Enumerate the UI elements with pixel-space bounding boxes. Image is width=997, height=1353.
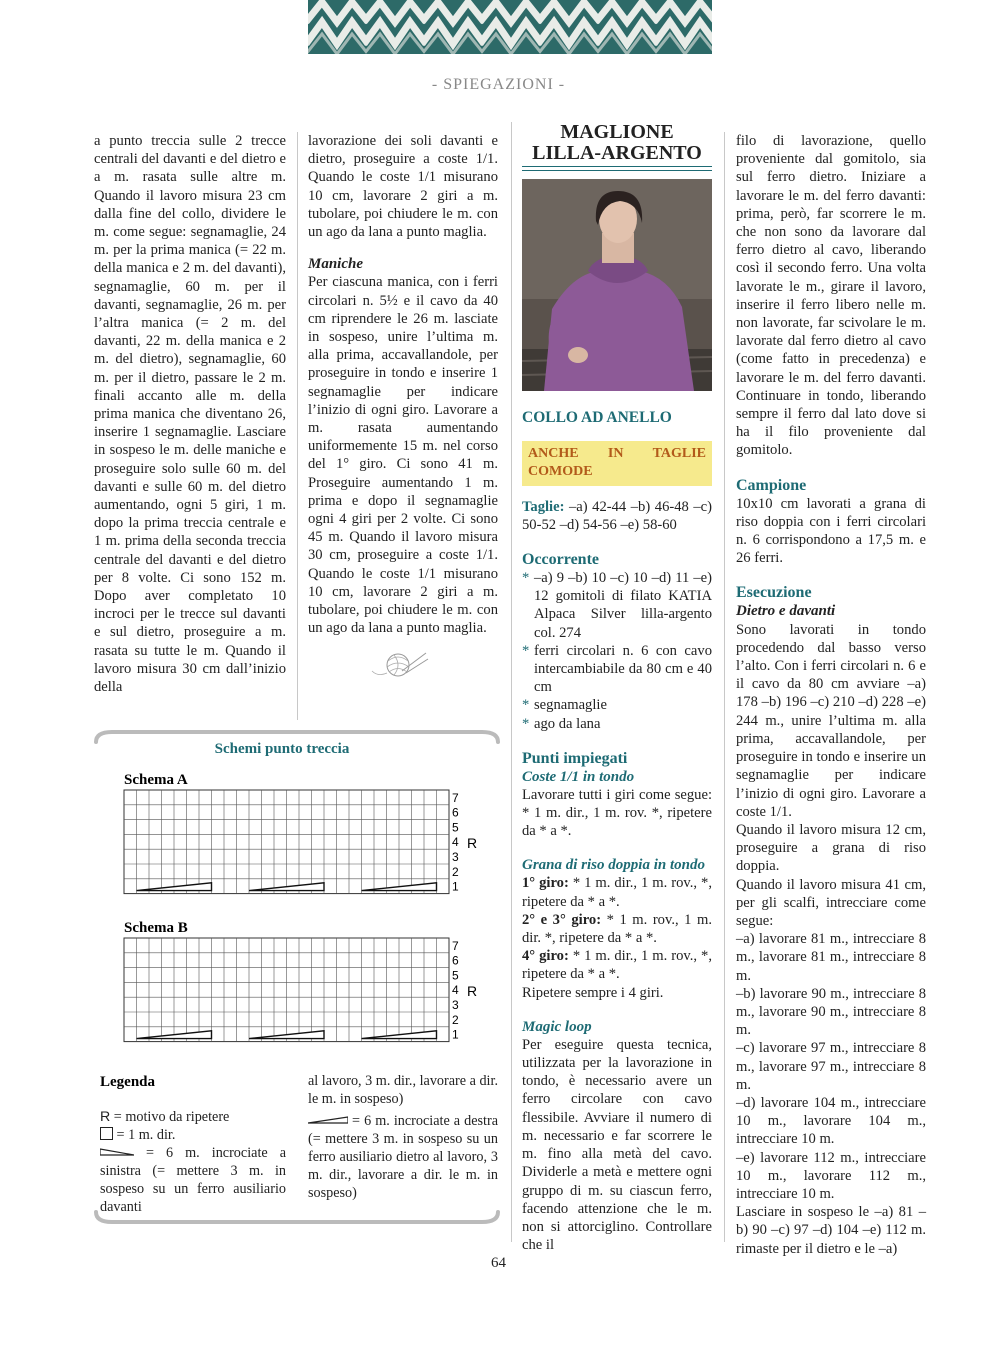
- list-item: [522, 696, 712, 714]
- taglie-text: –a) 42-44 –b) 46-48 –c) 50-52 –d) 54-56 –e) 58-60: [522, 498, 712, 533]
- maniche-heading: Maniche: [308, 256, 364, 273]
- legend-r-text: = motivo da ripetere: [110, 1109, 230, 1125]
- magic-heading: Magic loop: [522, 1018, 592, 1035]
- body-text: Lavorare tutti i giri come segue: * 1 m. dir., 1 m. rov. *, ripetere da * a *.: [522, 786, 712, 840]
- title-rule: [522, 166, 712, 171]
- size-line: –e) lavorare 112 m., intrecciare 10 m., lavorare 112 m., intrecciare 10 m.: [736, 1149, 926, 1202]
- knit-pattern-banner: [308, 0, 712, 54]
- giro-1: [522, 874, 712, 910]
- bullet-mark: *: [522, 642, 530, 659]
- yarn-ball-icon: [308, 645, 498, 685]
- giro-4: [522, 947, 712, 983]
- title-line: MAGLIONE: [560, 121, 674, 143]
- list-item: [522, 569, 712, 642]
- schema-b-label: Schema B: [124, 920, 188, 936]
- legend-left-cross-cont: al lavoro, 3 m. dir., lavorare a dir. le m. in sospeso): [308, 1073, 498, 1107]
- legend-right-cross-item: [308, 1112, 498, 1202]
- row-number: 6: [452, 953, 459, 968]
- model-photo: [522, 179, 712, 391]
- list-item: [522, 715, 712, 733]
- body-text: Quando il lavoro misura 12 cm, proseguire a grana di riso doppia.: [736, 821, 926, 875]
- legend-right: [308, 1072, 498, 1202]
- coste-heading: Coste 1/1 in tondo: [522, 768, 635, 785]
- row-number: 3: [452, 850, 459, 864]
- body-text: filo di lavorazione, quello proveniente dal gomitolo, sia sul ferro dietro. Iniziare a lavorare le m. del ferro davanti: prima, però, far scorrere le m. che non sono da lavorare dal ferro dietro al cavo, liberando così il secondo ferro. Una volta lavorate le m., girare il lavoro, inserire il ferro libero nelle m. non lavorate, far scivolare le m. lavorate dal ferro dietro al cavo (come fatto in precedenza) e lavorare le m. del ferro davanti. Continuare in tondo, liberando sempre il ferro dal lato dove si ha il filo proveniente dal gomitolo.: [736, 133, 926, 459]
- size-line: –d) lavorare 104 m., intrecciare 10 m., lavorare 104 m., intrecciare 10 m.: [736, 1094, 926, 1148]
- row-number: 1: [452, 1027, 459, 1042]
- body-text: Quando il lavoro misura 41 cm, per gli scalfi, intrecciare come segue:: [736, 876, 926, 929]
- giro-2-3: [522, 911, 712, 947]
- schemes-title: Schemi punto treccia: [214, 741, 350, 757]
- row-number: 6: [452, 805, 459, 820]
- list-item-text: segnamaglie: [534, 697, 607, 714]
- body-text: Ripetere sempre i 4 giri.: [522, 984, 664, 1001]
- column-3: [522, 122, 712, 1254]
- legend-left-cross-text: = 6 m. incrociate a sinistra (= mettere 3 m. in sospeso su un ferro ausiliario davanti: [100, 1145, 286, 1215]
- body-text: lavorazione dei soli davanti e dietro, proseguire a coste 1/1. Quando le coste 1/1 misurano 10 cm, lavorare 2 giri a m. tubolare, poi chiudere le m. con un ago da lana a punto maglia.: [308, 133, 498, 241]
- column-4: [736, 132, 926, 1258]
- taglie-label: Taglie:: [522, 498, 565, 515]
- repeat-mark: R: [467, 835, 478, 852]
- esecuzione-heading: Esecuzione: [736, 584, 812, 602]
- body-text: Per eseguire questa tecnica, utilizzata per la lavorazione in tondo, è necessario avere un ferro circolare con cavo flessibile. Avviare il numero di m. necessario e far scorrere le m. fino alla metà del cavo. Dividerle a metà e mettere ogni gruppo di m. su ciascun ferro, facendo attenzione che le m. non si attorciglino. Controllare che il: [522, 1036, 712, 1254]
- legend-left-cross-item: [100, 1144, 286, 1216]
- pattern-title: [522, 122, 712, 164]
- giro-text: * 1 m. dir., 1 m. rov., *, ripetere da * a *.: [522, 948, 712, 983]
- schema-a-label: Schema A: [124, 772, 188, 788]
- row-number: 7: [452, 938, 459, 953]
- taglie-line: [522, 498, 712, 534]
- right-cross-icon: [308, 1115, 348, 1125]
- knit-stitch-icon: [100, 1127, 113, 1140]
- column-2: [308, 132, 498, 685]
- legend-title: Legenda: [100, 1074, 156, 1090]
- collo-label: COLLO AD ANELLO: [522, 409, 672, 426]
- column-divider: [724, 132, 725, 1242]
- body-text: Per ciascuna manica, con i ferri circolari n. 5½ e il cavo da 40 cm riprendere le 26 m. lasciate in sospeso, unire l’ultima m. alla prima, accavallandole, per proseguire in tondo e inserire 1 segnamaglie per indicare l’inizio di ogni giro. Lavorare a m. rasata aumentando uniformemente 15 m. nel corso del 1° giro. Ci sono 41 m. Proseguire aumentando 1 m. prima e dopo il segnamaglie ogni 4 giri per 2 volte. Ci sono 45 m. Quando il lavoro misura 30 cm, proseguire a coste 1/1. Quando le coste 1/1 misurano 10 cm, lavorare 2 giri a m. tubolare, poi chiudere le m. con un ago da lana a punto maglia.: [308, 274, 498, 637]
- body-text: Lasciare in sospeso le –a) 81 –b) 90 –c) 97 –d) 104 –e) 112 m. rimaste per il dietro e le –a): [736, 1204, 926, 1257]
- list-item-text: –a) 9 –b) 10 –c) 10 –d) 11 –e) 12 gomitoli di filato KATIA Alpaca Silver lilla-argento col. 274: [534, 570, 712, 641]
- repeat-mark: R: [467, 983, 478, 1000]
- giro-text: * 1 m. dir., 1 m. rov., *, ripetere da * a *.: [522, 875, 712, 910]
- legend-r-symbol: R: [100, 1109, 111, 1125]
- bullet-mark: *: [522, 715, 530, 732]
- legend-r-item: [100, 1108, 286, 1126]
- row-number: 3: [452, 998, 459, 1012]
- legend-left: [100, 1108, 286, 1216]
- row-number: 7: [452, 790, 459, 805]
- bullet-mark: *: [522, 570, 530, 587]
- title-line: LILLA-ARGENTO: [532, 142, 702, 164]
- size-line: –c) lavorare 97 m., intrecciare 8 m., lavorare 97 m., intrecciare 8 m.: [736, 1040, 926, 1093]
- row-number: 2: [452, 1012, 459, 1027]
- giro-label: 1° giro:: [522, 875, 569, 892]
- row-number: 1: [452, 879, 459, 894]
- body-text: 10x10 cm lavorati a grana di riso doppia con i ferri circolari n. 6 corrispondono a 17,5 m. e 26 ferri.: [736, 495, 926, 567]
- size-badge: ANCHE IN TAGLIE COMODE: [522, 441, 712, 485]
- schema-b-grid: [124, 938, 477, 1042]
- page-number: 64: [491, 1255, 506, 1271]
- row-number: 4: [452, 983, 459, 998]
- row-number: 4: [452, 835, 459, 850]
- list-item-text: ferri circolari n. 6 con cavo intercambiabile da 80 cm e 40 cm: [534, 642, 712, 696]
- size-line: –b) lavorare 90 m., intrecciare 8 m., lavorare 90 m., intrecciare 8 m.: [736, 985, 926, 1039]
- occorrente-heading: Occorrente: [522, 551, 599, 569]
- body-text: Sono lavorati in tondo procedendo dal basso verso l’alto. Con i ferri circolari n. 6 e il cavo da 80 cm avviare –a) 178 –b) 196 –c) 210 –d) 228 –e) 244 m., unire l’ultima m. alla prima, accavallandole, per proseguire in tondo e inserire un segnamaglie per indicare l’inizio di ogni giro. Lavorare a coste 1/1.: [736, 621, 926, 820]
- list-item: [522, 642, 712, 697]
- column-1: [94, 132, 286, 696]
- column-divider: [511, 122, 512, 1242]
- legend-box-item: [100, 1126, 286, 1144]
- legend-right-cross-text: = 6 m. incrociate a destra (= mettere 3 m. in sospeso su un ferro ausiliario dietro al lavoro, 3 m. dir., lavorare a dir. le m. in sospeso): [308, 1113, 498, 1201]
- giro-text: * 1 m. rov., 1 m. dir. *, ripetere da * a *.: [522, 911, 712, 947]
- bullet-mark: *: [522, 697, 530, 714]
- left-cross-icon: [100, 1147, 134, 1157]
- dietro-heading: Dietro e davanti: [736, 603, 836, 620]
- legend-box-text: = 1 m. dir.: [113, 1127, 176, 1143]
- schema-a-grid: [124, 790, 477, 894]
- list-item-text: ago da lana: [534, 715, 601, 732]
- column-divider: [297, 132, 298, 720]
- row-number: 5: [452, 820, 459, 835]
- campione-heading: Campione: [736, 476, 807, 494]
- size-line: –a) lavorare 81 m., intrecciare 8 m., lavorare 81 m., intrecciare 8 m.: [736, 931, 926, 984]
- section-title: - SPIEGAZIONI -: [431, 76, 566, 93]
- row-number: 2: [452, 864, 459, 879]
- grana-heading: Grana di riso doppia in tondo: [522, 857, 705, 874]
- giro-label: 4° giro:: [522, 948, 569, 965]
- giro-label: 2° e 3° giro:: [522, 911, 602, 928]
- row-number: 5: [452, 968, 459, 983]
- punti-heading: Punti impiegati: [522, 749, 628, 767]
- body-text: a punto treccia sulle 2 trecce centrali del davanti e del dietro e a m. rasata sulle altre m. Quando il lavoro misura 23 cm dalla fine del collo, dividere le m. come segue: segnamaglie, 24 m. per la prima manica (= 22 m. della manica e 2 m. del davanti), segnamaglie, 60 m. per il davanti, segnamaglie, 26 m. per l’altra manica (= 2 m. del davanti, 22 m. della manica e 2 m. del dietro), segnamaglie, 60 m. per il dietro, passare le 2 m. finali accanto alle m. della prima manica che diventano 26, inserire 1 segnamaglie. Lasciare in sospeso le m. delle maniche e proseguire solo sulle 60 m. del davanti e sulle 60 m. del dietro aumentando, ogni 5 giri, 1 m. dopo la prima treccia centrale e 1 m. prima della seconda treccia centrale del davanti e del dietro per 8 volte. Ci sono 152 m. Dopo aver completato 10 incroci per le trecce sul davanti e sul dietro, proseguire a m. rasata su tutte le m. Quando il lavoro misura 30 cm dall’inizio della: [94, 133, 286, 696]
